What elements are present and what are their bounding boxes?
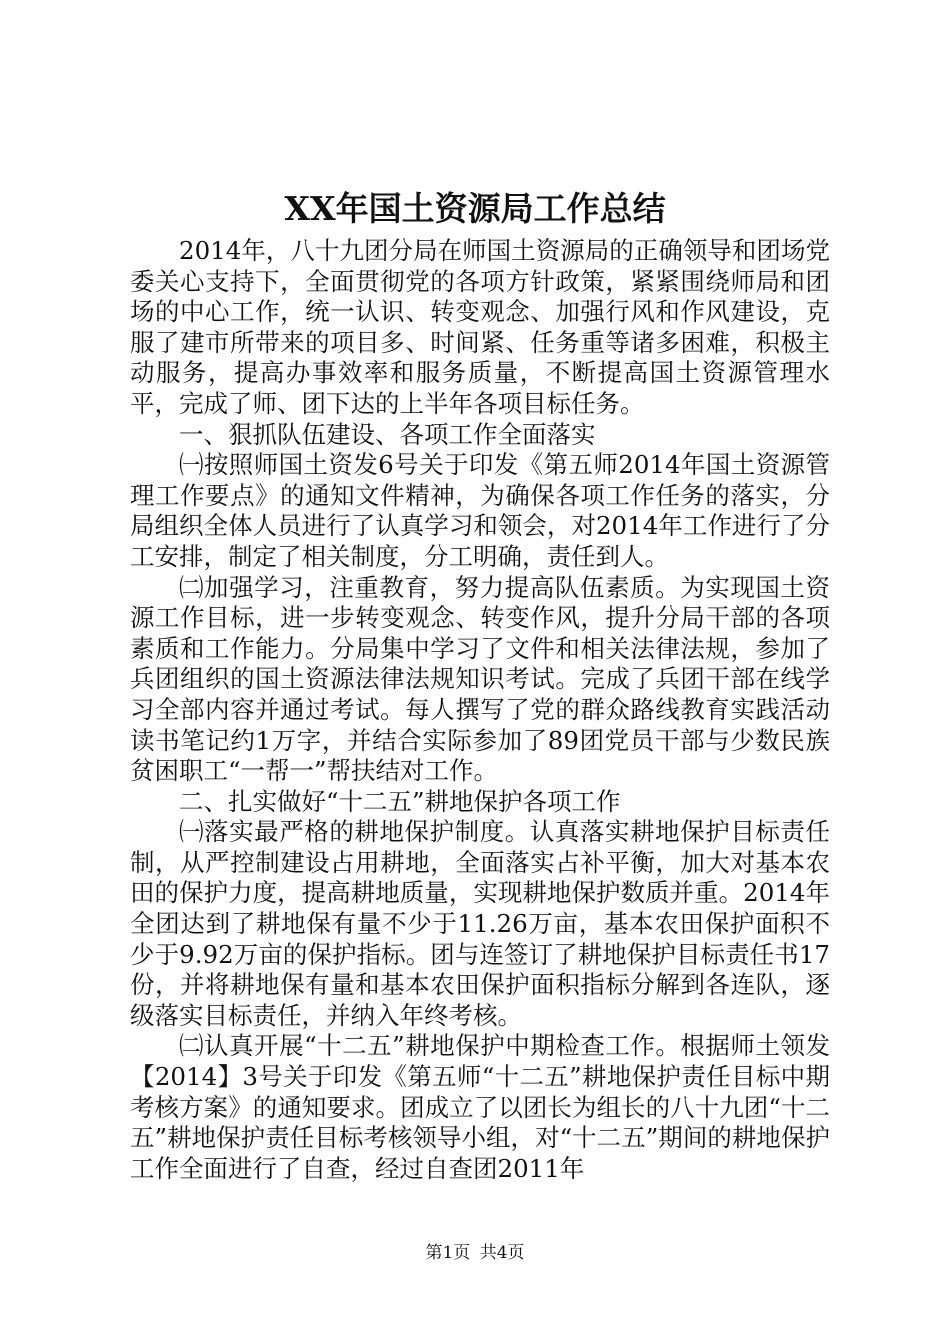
page-number: 第1页 — [425, 1243, 471, 1263]
paragraph-2-2: ㈡认真开展“十二五”耕地保护中期检查工作。根据师土领发【2014】3号关于印发《第五师“十二五”耕地保护责任目标中期考核方案》的通知要求。团成立了以团长为组长的八十九团“十二五”耕地保护责任目标考核领导小组，对“十二五”期间的耕地保护工作全面进行了自查，经过自查团2011年 — [130, 1031, 830, 1183]
section-heading-1: 一、狠抓队伍建设、各项工作全面落实 — [179, 419, 596, 449]
paragraph-intro: 2014年，八十九团分局在师国土资源局的正确领导和团场党委关心支持下，全面贯彻党的各项方针政策，紧紧围绕师局和团场的中心工作，统一认识、转变观念、加强行风和作风建设，克服了建市所带来的项目多、时间紧、任务重等诸多困难，积极主动服务，提高办事效率和服务质量，不断提高国土资源管理水平，完成了师、团下达的上半年各项目标任务。 — [130, 236, 830, 418]
page-total: 共4页 — [479, 1243, 525, 1263]
paragraph-2-1: ㈠落实最严格的耕地保护制度。认真落实耕地保护目标责任制，从严控制建设占用耕地，全面落实占补平衡，加大对基本农田的保护力度，提高耕地质量，实现耕地保护数质并重。2014年全团达到了耕地保有量不少于11.26万亩，基本农田保护面积不少于9.92万亩的保护指标。团与连签订了耕地保护目标责任书17份，并将耕地保有量和基本农田保护面积指标分解到各连队，逐级落实目标责任，并纳入年终考核。 — [130, 817, 830, 1030]
page-footer — [0, 1241, 950, 1265]
document-title: XX年国土资源局工作总结 — [284, 189, 666, 228]
paragraph-1-2: ㈡加强学习，注重教育，努力提高队伍素质。为实现国土资源工作目标，进一步转变观念、转变作风，提升分局干部的各项素质和工作能力。分局集中学习了文件和相关法律法规，参加了兵团组织的国土资源法律法规知识考试。完成了兵团干部在线学习全部内容并通过考试。每人撰写了党的群众路线教育实践活动读书笔记约1万字，并结合实际参加了89团党员干部与少数民族贫困职工“一帮一”帮扶结对工作。 — [130, 572, 830, 786]
section-heading-2: 二、扎实做好“十二五”耕地保护各项工作 — [179, 786, 621, 816]
document-body — [130, 236, 830, 1184]
paragraph-1-1: ㈠按照师国土资发6号关于印发《第五师2014年国土资源管理工作要点》的通知文件精神，为确保各项工作任务的落实，分局组织全体人员进行了认真学习和领会，对2014年工作进行了分工安排，制定了相关制度，分工明确，责任到人。 — [130, 450, 830, 571]
